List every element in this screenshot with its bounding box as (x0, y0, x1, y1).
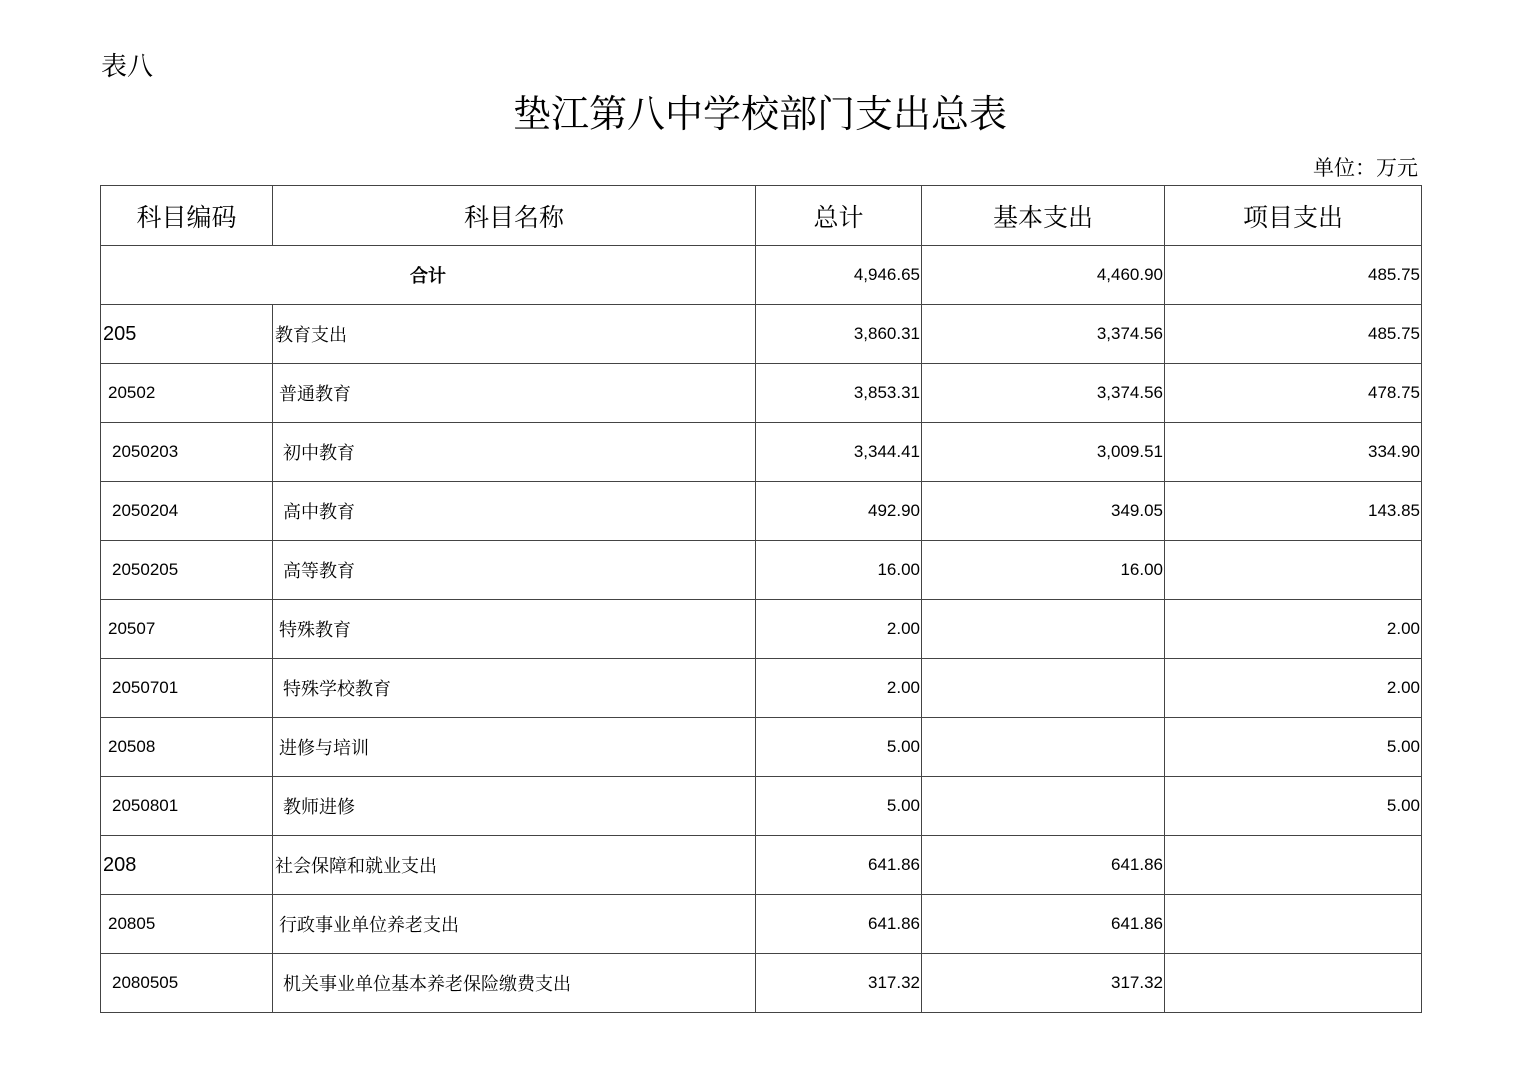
basic-cell: 3,374.56 (922, 364, 1165, 423)
total-cell: 5.00 (756, 777, 922, 836)
basic-cell: 349.05 (922, 482, 1165, 541)
name-cell: 机关事业单位基本养老保险缴费支出 (273, 954, 756, 1013)
expenditure-table (100, 185, 1422, 1013)
total-total-cell: 4,946.65 (756, 246, 922, 305)
table-row (101, 954, 1422, 1013)
total-cell: 2.00 (756, 600, 922, 659)
total-row (101, 246, 1422, 305)
name-cell: 初中教育 (273, 423, 756, 482)
name-cell: 高等教育 (273, 541, 756, 600)
total-cell: 492.90 (756, 482, 922, 541)
unit-label: 单位：万元 (1313, 156, 1418, 180)
basic-cell: 641.86 (922, 836, 1165, 895)
basic-cell: 3,009.51 (922, 423, 1165, 482)
code-cell: 20508 (101, 718, 273, 777)
table-row (101, 777, 1422, 836)
table-row (101, 541, 1422, 600)
page-title: 垫江第八中学校部门支出总表 (512, 92, 1007, 136)
table-row (101, 836, 1422, 895)
table-body (101, 186, 1422, 1013)
table-number: 表八 (101, 52, 154, 82)
total-project-cell: 485.75 (1165, 246, 1422, 305)
code-cell: 20805 (101, 895, 273, 954)
table-row (101, 305, 1422, 364)
name-cell: 特殊教育 (273, 600, 756, 659)
name-cell: 教育支出 (273, 305, 756, 364)
basic-cell (922, 777, 1165, 836)
project-cell: 143.85 (1165, 482, 1422, 541)
name-cell: 普通教育 (273, 364, 756, 423)
basic-cell: 317.32 (922, 954, 1165, 1013)
project-cell (1165, 895, 1422, 954)
project-cell: 334.90 (1165, 423, 1422, 482)
code-cell: 2050204 (101, 482, 273, 541)
total-basic-cell: 4,460.90 (922, 246, 1165, 305)
project-cell: 2.00 (1165, 600, 1422, 659)
project-cell: 478.75 (1165, 364, 1422, 423)
basic-cell (922, 600, 1165, 659)
project-cell (1165, 541, 1422, 600)
table-row (101, 482, 1422, 541)
table-row (101, 659, 1422, 718)
basic-cell (922, 718, 1165, 777)
basic-cell: 3,374.56 (922, 305, 1165, 364)
column-header-project: 项目支出 (1165, 186, 1422, 246)
table-row (101, 423, 1422, 482)
code-cell: 208 (101, 836, 273, 895)
table-row (101, 364, 1422, 423)
table-row (101, 895, 1422, 954)
project-cell: 485.75 (1165, 305, 1422, 364)
name-cell: 高中教育 (273, 482, 756, 541)
column-header-basic: 基本支出 (922, 186, 1165, 246)
total-cell: 641.86 (756, 836, 922, 895)
project-cell: 5.00 (1165, 777, 1422, 836)
column-header-name: 科目名称 (273, 186, 756, 246)
code-cell: 2050203 (101, 423, 273, 482)
table-row (101, 600, 1422, 659)
name-cell: 教师进修 (273, 777, 756, 836)
code-cell: 2050205 (101, 541, 273, 600)
total-cell: 641.86 (756, 895, 922, 954)
project-cell (1165, 954, 1422, 1013)
total-cell: 3,853.31 (756, 364, 922, 423)
table-header-row (101, 186, 1422, 246)
project-cell: 5.00 (1165, 718, 1422, 777)
total-cell: 317.32 (756, 954, 922, 1013)
code-cell: 205 (101, 305, 273, 364)
name-cell: 行政事业单位养老支出 (273, 895, 756, 954)
basic-cell: 16.00 (922, 541, 1165, 600)
total-cell: 2.00 (756, 659, 922, 718)
project-cell: 2.00 (1165, 659, 1422, 718)
total-cell: 3,344.41 (756, 423, 922, 482)
column-header-code: 科目编码 (101, 186, 273, 246)
total-cell: 16.00 (756, 541, 922, 600)
column-header-total: 总计 (756, 186, 922, 246)
name-cell: 进修与培训 (273, 718, 756, 777)
code-cell: 2080505 (101, 954, 273, 1013)
code-cell: 2050801 (101, 777, 273, 836)
name-cell: 社会保障和就业支出 (273, 836, 756, 895)
total-cell: 5.00 (756, 718, 922, 777)
basic-cell: 641.86 (922, 895, 1165, 954)
basic-cell (922, 659, 1165, 718)
code-cell: 20502 (101, 364, 273, 423)
code-cell: 2050701 (101, 659, 273, 718)
table-row (101, 718, 1422, 777)
project-cell (1165, 836, 1422, 895)
total-label: 合计 (101, 246, 756, 305)
code-cell: 20507 (101, 600, 273, 659)
name-cell: 特殊学校教育 (273, 659, 756, 718)
total-cell: 3,860.31 (756, 305, 922, 364)
